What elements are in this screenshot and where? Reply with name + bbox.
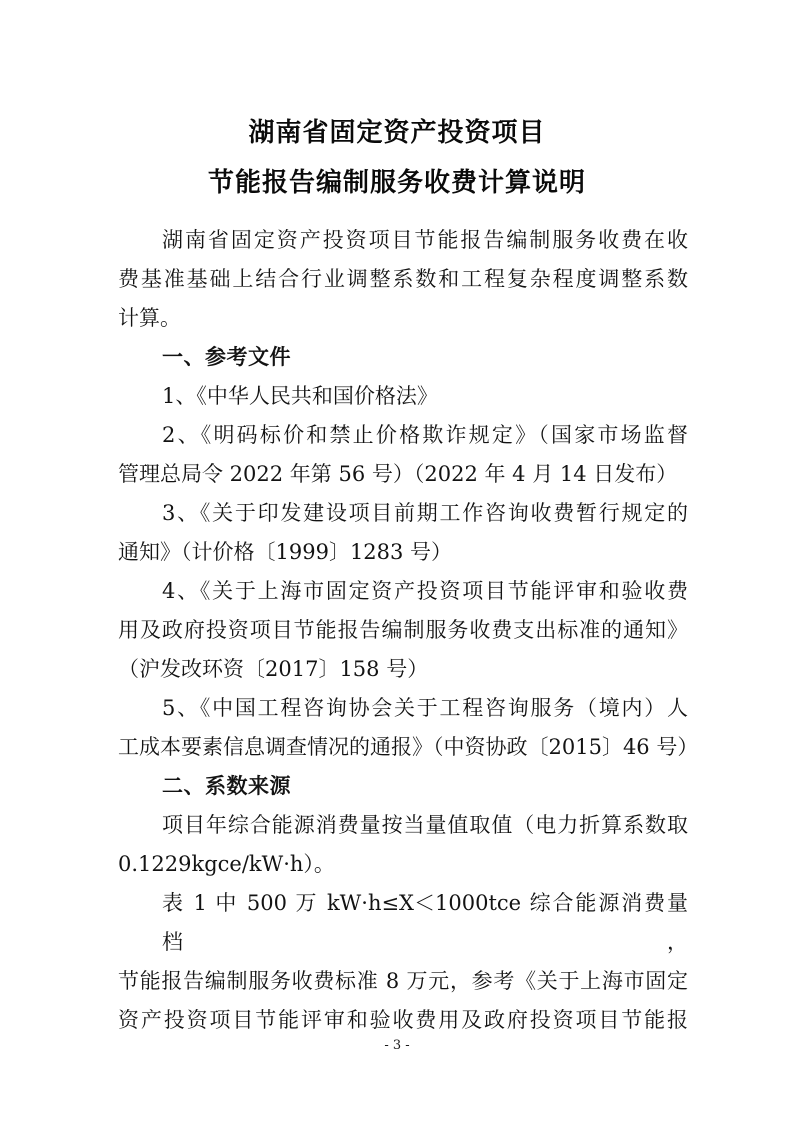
page-number: - 3 - bbox=[384, 1038, 410, 1053]
body-line: 工成本要素信息调查情况的通报》（中资协政〔2015〕46 号） bbox=[118, 735, 699, 759]
body-line: 4、《关于上海市固定资产投资项目节能评审和验收费 bbox=[162, 579, 688, 603]
body-line: 湖南省固定资产投资项目节能报告编制服务收费在收 bbox=[162, 228, 688, 252]
body-line: 用及政府投资项目节能报告编制服务收费支出标准的通知》 bbox=[118, 618, 688, 642]
body-line: 计算。 bbox=[118, 306, 181, 330]
body-line: 表 1 中 500 万 kW·h≤X＜1000tce 综合能源消费量档， bbox=[162, 891, 688, 954]
body-line: 资产投资项目节能评审和验收费用及政府投资项目节能报 bbox=[118, 1008, 688, 1032]
body-line: 3、《关于印发建设项目前期工作咨询收费暂行规定的 bbox=[162, 501, 688, 525]
section-heading: 二、系数来源 bbox=[162, 774, 291, 798]
body-line: （沪发改环资〔2017〕158 号） bbox=[118, 657, 429, 681]
body-line: 管理总局令 2022 年第 56 号）（2022 年 4 月 14 日发布） bbox=[118, 462, 678, 486]
body-line: 费基准基础上结合行业调整系数和工程复杂程度调整系数 bbox=[118, 267, 688, 291]
document-title-line-2: 节能报告编制服务收费计算说明 bbox=[207, 168, 586, 198]
body-line: 节能报告编制服务收费标准 8 万元，参考《关于上海市固定 bbox=[118, 969, 688, 993]
document-title-line-1: 湖南省固定资产投资项目 bbox=[248, 118, 546, 148]
body-line: 1、《中华人民共和国价格法》 bbox=[162, 384, 438, 408]
body-line: 0.1229kgce/kW·h）。 bbox=[118, 852, 335, 876]
document-body bbox=[118, 221, 699, 1040]
document-title bbox=[0, 0, 794, 208]
section-heading: 一、参考文件 bbox=[162, 345, 291, 369]
body-line: 5、《中国工程咨询协会关于工程咨询服务（境内）人 bbox=[162, 696, 688, 720]
body-line: 2、《明码标价和禁止价格欺诈规定》（国家市场监督 bbox=[162, 423, 688, 447]
body-line: 项目年综合能源消费量按当量值取值（电力折算系数取 bbox=[162, 813, 688, 837]
body-line: 通知》（计价格〔1999〕1283 号） bbox=[118, 540, 453, 564]
